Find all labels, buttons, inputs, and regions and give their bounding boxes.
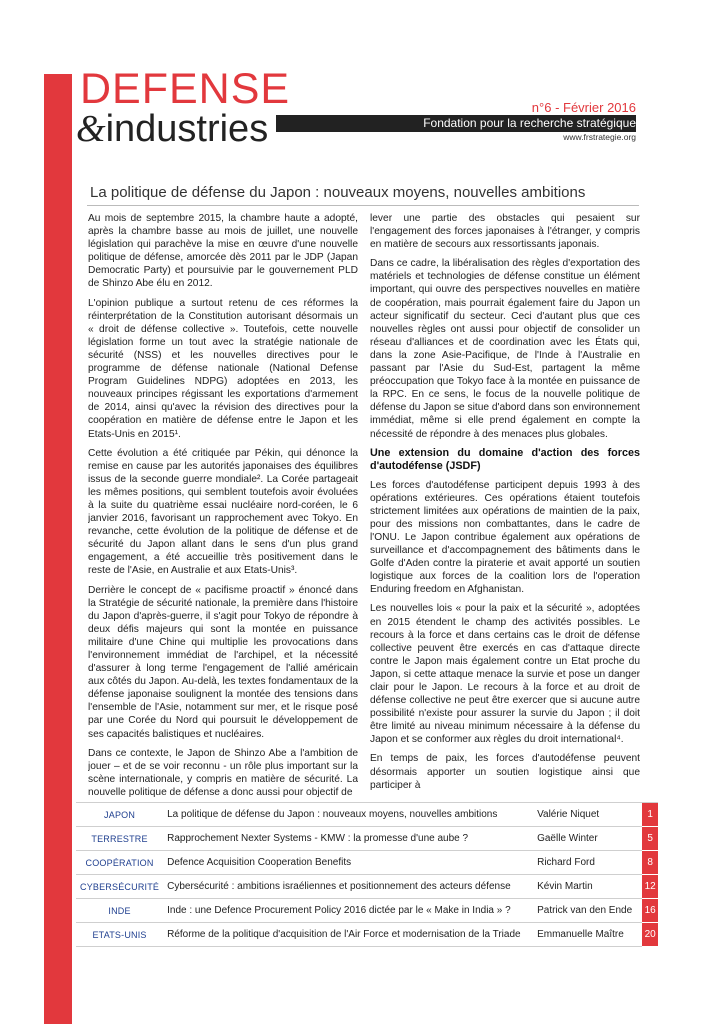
website-link[interactable]: www.frstrategie.org [563,132,636,142]
paragraph: L'opinion publique a surtout retenu de ces réformes la réinterprétation de la Constitution autorisant désormais un « droit de défense collective ». Toutefois, cette nouvelle législation forme un tout avec la stratégie nationale de sécurité (NSS) et les nouvelles directives pour le programme de défense nationale (National Defense Program Guidelines NDPG) adoptées en 2013, les nouveaux principes régissant les exportations d'armement de 2014, ainsi qu'avec la révision des directives pour la coopération en matière de défense entre le Japon et les Etats-Unis en 2015¹. [88,297,358,440]
paragraph: Cette évolution a été critiquée par Pékin, qui dénonce la remise en cause par les autorités japonaises des équilibres issus de la seconde guerre mondiale². La Corée partageait les mêmes positions, qui semblent toutefois avoir évoluées à la suite du quatrième essai nucléaire nord-coréen, le 6 janvier 2016, favorisant un rapprochement avec Tokyo. En revanche, cette évolution de la politique de défense et de sécurité du Japon allant dans le sens d'un plus grand engagement, a été accueillie très positivement dans le reste de l'Asie, en Australie et aux Etats-Unis³. [88,447,358,577]
toc-row[interactable] [76,875,658,899]
paragraph: Derrière le concept de « pacifisme proactif » énoncé dans la Stratégie de sécurité nationale, la première dans l'histoire du Japon d'après-guerre, il s'agit pour Tokyo de répondre à deux défis majeurs qui sont la montée en puissance militaire d'une Chine qui multiplie les provocations dans l'environnement immédiat de l'archipel, et la nécessité d'assurer à long terme l'engagement de l'allié américain aux côtés du Japon. Au-delà, les textes fondamentaux de la défense japonaise soulignent la montée des tensions dans l'ensemble de l'Asie, notamment sur mer, et le risque posé par une Corée du Nord qui poursuit le développement de ses capacités balistiques et nucléaires. [88,584,358,740]
toc-page-number: 5 [642,827,658,851]
paragraph: Dans ce cadre, la libéralisation des règles d'exportation des matériels et technologies de défense constitue un élément important, qui ouvre des perspectives nouvelles en matière de coopération, mais pourrait également faire du Japon un acteur significatif du secteur. Ceci d'autant plus que ces nouvelles règles ont aussi pour objectif de consolider un réseau d'alliances et de coordination avec les États qui, dans la zone Asie-Pacifique, de l'Inde à l'Australie en passant par l'Asie du Sud-Est, partagent la même préoccupation que Tokyo face à la montée en puissance de la RPC. En ce sens, le focus de la nouvelle politique de défense du Japon se situe d'abord dans son environnement immédiat, même si elle prend également en compte la nécessité de répondre à des menaces plus globales. [370,258,640,440]
logo-industries [76,110,268,148]
organization-name: Fondation pour la recherche stratégique [423,116,636,130]
toc-author: Emmanuelle Maître [533,923,642,947]
toc-author: Valérie Niquet [533,803,642,827]
paragraph: lever une partie des obstacles qui pesaient sur l'engagement des forces japonaises à l'étranger, y compris en matière de secours aux ressortissants japonais. [370,213,640,251]
toc-page-number: 16 [642,899,658,923]
toc-title: Cybersécurité : ambitions israéliennes et positionnement des acteurs défense [163,875,533,899]
toc-section: TERRESTRE [76,827,163,851]
toc-row[interactable] [76,851,658,875]
article-title: La politique de défense du Japon : nouveaux moyens, nouvelles ambitions [90,184,586,201]
paragraph: Dans ce contexte, le Japon de Shinzo Abe a l'ambition de jouer – et de se voir reconnu - un rôle plus important sur la scène internationale, y compris en matière de sécurité. La nouvelle politique de défense a donc aussi pour objectif de [88,747,358,798]
toc-row[interactable] [76,827,658,851]
red-sidebar-bar [44,74,72,1024]
article-column-left [88,212,358,802]
logo-defense: DEFENSE [80,65,291,113]
toc-author: Patrick van den Ende [533,899,642,923]
issue-number: n°6 - Février 2016 [531,100,636,115]
toc-title: Rapprochement Nexter Systems - KMW : la promesse d'une aube ? [163,827,533,851]
toc-section: COOPÉRATION [76,851,163,875]
section-heading: Une extension du domaine d'action des forces d'autodéfense (JSDF) [370,446,640,472]
toc-page-number: 8 [642,851,658,875]
paragraph: Les nouvelles lois « pour la paix et la sécurité », adoptées en 2015 étendent le champ des activités possibles. Le recours à la force et dans certains cas le droit de défense collective peuvent être exercés en cas d'attaque directe contre le Japon mais également contre un Etat proche du Japon, si cette attaque menace la survie et pose un danger clair pour le Japon. Le recours à la force et au droit de défense collective ne peut être exercer que si aucune autre possibilité n'existe pour assurer la survie du Japon ; il doit être limité au niveau minimum nécessaire à la défense du Japon et se conformer aux règles du droit international⁴. [370,603,640,746]
toc-author: Richard Ford [533,851,642,875]
toc-section: CYBERSÉCURITÉ [76,875,163,899]
table-of-contents [76,802,658,947]
article-column-right [370,212,640,802]
toc-section: INDE [76,899,163,923]
toc-title: Inde : une Defence Procurement Policy 2016 dictée par le « Make in India » ? [163,899,533,923]
toc-row[interactable] [76,923,658,947]
paragraph: Au mois de septembre 2015, la chambre haute a adopté, après la chambre basse au mois de juillet, une nouvelle législation qui parachève la mise en œuvre d'une nouvelle politique de défense, amorcée dès 2011 par le JDP (Japan Democratic Party) et poursuivie par le gouvernement PLD de Shinzo Abe élu en 2012. [88,213,358,290]
logo-industries-text: industries [105,108,269,150]
paragraph: Les forces d'autodéfense participent depuis 1993 à des opérations extérieures. Ces opérations étaient toutefois strictement limitées aux opérations de maintien de la paix, pour des missions non combattantes, dans le cadre de l'ONU. Le Japon contribue également aux opérations de surveillance et d'accompagnement des bâtiments dans le Golfe d'Aden contre la piraterie et avait apporté un soutien logistique aux forces de la coalition lors de l'operation Enduring freedom en Afghanistan. [370,479,640,596]
toc-page-number: 12 [642,875,658,899]
toc-section: JAPON [76,803,163,827]
toc-title: Réforme de la politique d'acquisition de l'Air Force et modernisation de la Triade [163,923,533,947]
toc-title: La politique de défense du Japon : nouveaux moyens, nouvelles ambitions [163,803,533,827]
toc-page-number: 1 [642,803,658,827]
logo-ampersand: & [76,108,106,150]
toc-section: ETATS-UNIS [76,923,163,947]
toc-author: Gaëlle Winter [533,827,642,851]
toc-row[interactable] [76,803,658,827]
toc-title: Defence Acquisition Cooperation Benefits [163,851,533,875]
toc-author: Kévin Martin [533,875,642,899]
paragraph: En temps de paix, les forces d'autodéfense peuvent désormais apporter un soutien logistique ainsi que participer à [370,753,640,791]
title-divider [87,205,639,206]
toc-row[interactable] [76,899,658,923]
toc-page-number: 20 [642,923,658,947]
